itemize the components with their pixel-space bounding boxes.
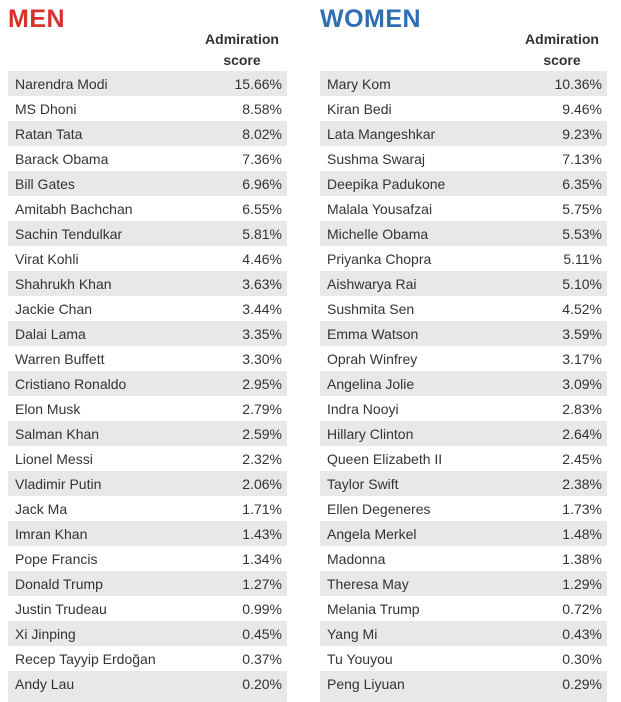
- person-name: Ellen Degeneres: [327, 500, 431, 517]
- table-row: [8, 196, 287, 221]
- person-name: Yang Mi: [327, 625, 378, 642]
- person-name: Xi Jinping: [15, 625, 76, 642]
- person-name: Donald Trump: [15, 575, 103, 592]
- table-row: [8, 96, 287, 121]
- admiration-score: 0.37%: [242, 650, 282, 667]
- women-table-edge: [320, 696, 607, 702]
- table-row: [320, 571, 607, 596]
- admiration-score: 1.71%: [242, 500, 282, 517]
- person-name: Lata Mangeshkar: [327, 125, 436, 142]
- admiration-score: 2.79%: [242, 400, 282, 417]
- person-name: Tu Youyou: [327, 650, 393, 667]
- table-row: [8, 296, 287, 321]
- table-row: [320, 471, 607, 496]
- table-row: [8, 646, 287, 671]
- men-title: MEN: [8, 5, 66, 33]
- table-row: [8, 221, 287, 246]
- person-name: Vladimir Putin: [15, 475, 102, 492]
- person-name: Jackie Chan: [15, 300, 93, 317]
- person-name: Virat Kohli: [15, 250, 79, 267]
- admiration-score: 3.09%: [562, 375, 602, 392]
- table-row: [320, 196, 607, 221]
- admiration-score: 3.63%: [242, 275, 282, 292]
- admiration-score: 6.35%: [562, 175, 602, 192]
- person-name: Warren Buffett: [15, 350, 105, 367]
- men-table: [8, 71, 287, 696]
- admiration-score: 2.95%: [242, 375, 282, 392]
- admiration-score: 0.20%: [242, 675, 282, 692]
- person-name: Madonna: [327, 550, 386, 567]
- table-row: [8, 146, 287, 171]
- table-row: [8, 496, 287, 521]
- table-row: [320, 496, 607, 521]
- table-row: [320, 621, 607, 646]
- table-row: [8, 521, 287, 546]
- table-row: [320, 446, 607, 471]
- table-row: [8, 121, 287, 146]
- table-row: [8, 71, 287, 96]
- person-name: Jack Ma: [15, 500, 68, 517]
- person-name: Michelle Obama: [327, 225, 429, 242]
- person-name: Peng Liyuan: [327, 675, 405, 692]
- admiration-score: 0.45%: [242, 625, 282, 642]
- person-name: Angela Merkel: [327, 525, 417, 542]
- table-row: [8, 171, 287, 196]
- admiration-score: 0.72%: [562, 600, 602, 617]
- table-row: [320, 246, 607, 271]
- admiration-score: 4.52%: [562, 300, 602, 317]
- admiration-score: 2.64%: [562, 425, 602, 442]
- men-table-edge: [8, 696, 287, 702]
- admiration-score: 2.06%: [242, 475, 282, 492]
- admiration-score: 6.55%: [242, 200, 282, 217]
- admiration-score: 6.96%: [242, 175, 282, 192]
- admiration-score: 2.45%: [562, 450, 602, 467]
- person-name: Lionel Messi: [15, 450, 93, 467]
- admiration-score: 10.36%: [554, 75, 602, 92]
- admiration-score: 2.32%: [242, 450, 282, 467]
- admiration-score: 5.75%: [562, 200, 602, 217]
- table-row: [8, 571, 287, 596]
- table-row: [320, 121, 607, 146]
- person-name: Pope Francis: [15, 550, 98, 567]
- admiration-score: 5.10%: [562, 275, 602, 292]
- men-column-header: Admiration score: [205, 31, 279, 68]
- table-row: [320, 371, 607, 396]
- table-row: [320, 421, 607, 446]
- admiration-score: 1.27%: [242, 575, 282, 592]
- admiration-score: 2.83%: [562, 400, 602, 417]
- person-name: Emma Watson: [327, 325, 419, 342]
- admiration-score: 0.43%: [562, 625, 602, 642]
- person-name: Indra Nooyi: [327, 400, 399, 417]
- person-name: Elon Musk: [15, 400, 81, 417]
- admiration-score: 1.48%: [562, 525, 602, 542]
- admiration-score: 1.38%: [562, 550, 602, 567]
- table-row: [8, 246, 287, 271]
- table-row: [320, 646, 607, 671]
- person-name: Barack Obama: [15, 150, 109, 167]
- person-name: Aishwarya Rai: [327, 275, 417, 292]
- admiration-score: 7.36%: [242, 150, 282, 167]
- admiration-score: 0.30%: [562, 650, 602, 667]
- person-name: Malala Yousafzai: [327, 200, 433, 217]
- person-name: Queen Elizabeth II: [327, 450, 443, 467]
- person-name: Kiran Bedi: [327, 100, 392, 117]
- admiration-score: 15.66%: [234, 75, 282, 92]
- table-row: [320, 221, 607, 246]
- table-row: [8, 596, 287, 621]
- person-name: Imran Khan: [15, 525, 88, 542]
- table-row: [320, 671, 607, 696]
- person-name: Theresa May: [327, 575, 409, 592]
- admiration-score: 1.29%: [562, 575, 602, 592]
- table-row: [320, 546, 607, 571]
- women-title: WOMEN: [320, 5, 422, 33]
- table-row: [320, 346, 607, 371]
- person-name: Angelina Jolie: [327, 375, 415, 392]
- admiration-score: 9.23%: [562, 125, 602, 142]
- table-row: [8, 321, 287, 346]
- admiration-score: 3.44%: [242, 300, 282, 317]
- table-row: [8, 371, 287, 396]
- admiration-score: 1.73%: [562, 500, 602, 517]
- person-name: Sushma Swaraj: [327, 150, 426, 167]
- admiration-score: 3.30%: [242, 350, 282, 367]
- person-name: Mary Kom: [327, 75, 391, 92]
- table-row: [8, 346, 287, 371]
- table-row: [320, 296, 607, 321]
- person-name: Narendra Modi: [15, 75, 108, 92]
- person-name: Andy Lau: [15, 675, 75, 692]
- person-name: Priyanka Chopra: [327, 250, 432, 267]
- table-row: [8, 271, 287, 296]
- table-row: [8, 621, 287, 646]
- admiration-score: 8.58%: [242, 100, 282, 117]
- person-name: Recep Tayyip Erdoğan: [15, 650, 156, 667]
- person-name: Melania Trump: [327, 600, 420, 617]
- table-row: [8, 396, 287, 421]
- women-table: [320, 71, 607, 696]
- table-row: [8, 421, 287, 446]
- admiration-score: 4.46%: [242, 250, 282, 267]
- admiration-score: 3.17%: [562, 350, 602, 367]
- person-name: Justin Trudeau: [15, 600, 107, 617]
- table-row: [320, 396, 607, 421]
- person-name: Shahrukh Khan: [15, 275, 112, 292]
- person-name: Ratan Tata: [15, 125, 83, 142]
- table-row: [8, 471, 287, 496]
- person-name: Amitabh Bachchan: [15, 200, 133, 217]
- admiration-score: 2.38%: [562, 475, 602, 492]
- person-name: Bill Gates: [15, 175, 75, 192]
- table-row: [320, 146, 607, 171]
- admiration-score: 1.43%: [242, 525, 282, 542]
- person-name: Oprah Winfrey: [327, 350, 418, 367]
- person-name: Taylor Swift: [327, 475, 399, 492]
- person-name: Salman Khan: [15, 425, 100, 442]
- table-row: [320, 596, 607, 621]
- table-row: [320, 321, 607, 346]
- table-row: [8, 446, 287, 471]
- admiration-score: 2.59%: [242, 425, 282, 442]
- person-name: Dalai Lama: [15, 325, 86, 342]
- person-name: Deepika Padukone: [327, 175, 446, 192]
- person-name: Sachin Tendulkar: [15, 225, 123, 242]
- admiration-score: 0.99%: [242, 600, 282, 617]
- table-row: [320, 96, 607, 121]
- table-row: [8, 546, 287, 571]
- person-name: MS Dhoni: [15, 100, 77, 117]
- person-name: Cristiano Ronaldo: [15, 375, 127, 392]
- admiration-score: 8.02%: [242, 125, 282, 142]
- admiration-score: 1.34%: [242, 550, 282, 567]
- person-name: Sushmita Sen: [327, 300, 415, 317]
- admiration-score: 5.81%: [242, 225, 282, 242]
- table-row: [320, 521, 607, 546]
- person-name: Hillary Clinton: [327, 425, 414, 442]
- admiration-score: 7.13%: [562, 150, 602, 167]
- admiration-score: 0.29%: [562, 675, 602, 692]
- admiration-score: 9.46%: [562, 100, 602, 117]
- table-row: [8, 671, 287, 696]
- admiration-score: 5.11%: [563, 250, 602, 267]
- table-row: [320, 171, 607, 196]
- admiration-score: 5.53%: [562, 225, 602, 242]
- table-row: [320, 271, 607, 296]
- table-row: [320, 71, 607, 96]
- women-column-header: Admiration score: [525, 31, 599, 68]
- admiration-score: 3.59%: [562, 325, 602, 342]
- admiration-score: 3.35%: [242, 325, 282, 342]
